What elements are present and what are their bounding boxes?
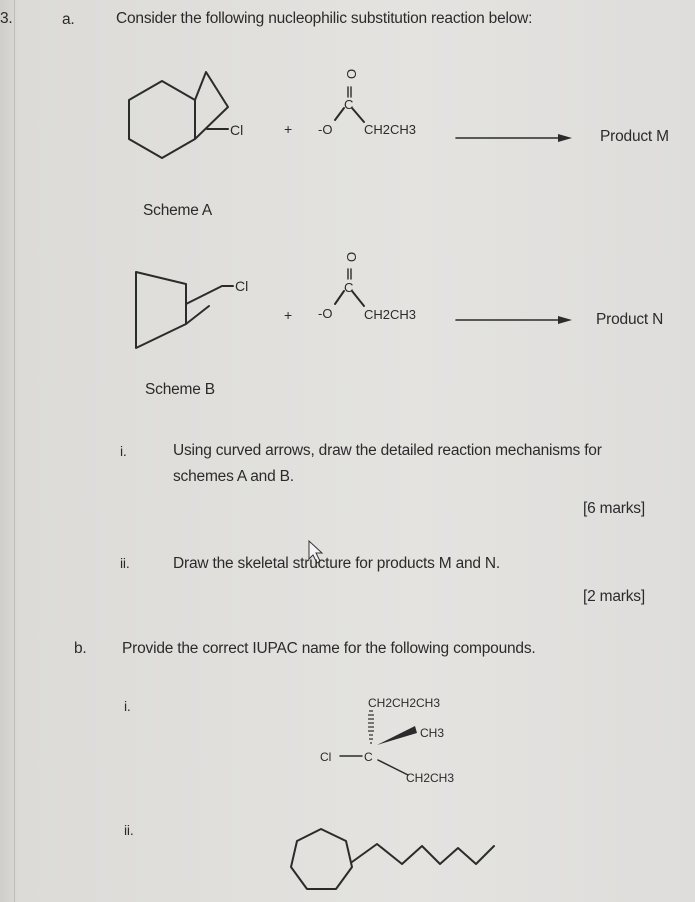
part-a-prompt: Consider the following nucleophilic substitution reaction below: <box>116 10 533 27</box>
cl-label-b: Cl <box>235 278 249 294</box>
carbon-a: C <box>344 97 354 112</box>
sub-ii-label: ii. <box>120 555 130 571</box>
product-n-label: Product N <box>596 311 664 328</box>
cl-bond-b <box>186 286 233 304</box>
cyclohexane-ring <box>129 81 195 158</box>
sub-ii-text-after: for products M and N. <box>351 555 501 572</box>
plus-b: + <box>284 307 293 323</box>
o-minus-a: -O <box>318 122 333 137</box>
sub-ii-text-before: Draw the skeletal <box>173 555 293 572</box>
o-minus-b: -O <box>318 306 333 321</box>
arrow-head-a <box>558 134 572 142</box>
cycloheptane-ring <box>291 829 352 889</box>
part-a-label: a. <box>62 11 75 28</box>
sub-ii-marks: [2 marks] <box>583 588 645 605</box>
scheme-a-caption: Scheme A <box>143 202 213 219</box>
product-m-label: Product M <box>600 128 669 145</box>
stereocenter-label: C <box>364 750 373 764</box>
o-top-a: O <box>344 68 359 79</box>
scheme-b-caption: Scheme B <box>145 381 215 398</box>
o-top-b: O <box>344 251 359 262</box>
hashed-bond <box>368 711 374 743</box>
sub-ii-text <box>173 555 500 573</box>
c-o-bond-a <box>335 108 344 120</box>
sub-i-line2: schemes A and B. <box>173 468 294 485</box>
c-ethyl-bond-a <box>352 108 364 122</box>
carbon-b: C <box>344 280 354 295</box>
c-o-bond-b <box>335 291 344 304</box>
ethyl-a: CH2CH3 <box>364 122 417 137</box>
cl-label-a: Cl <box>230 122 244 138</box>
compound-ii-label: ii. <box>124 822 134 838</box>
arrow-head-b <box>558 316 572 324</box>
c-ethyl-bond <box>378 760 408 775</box>
methyl-label: CH3 <box>420 726 445 740</box>
sub-i-label: i. <box>120 443 127 459</box>
ethyl-label: CH2CH3 <box>406 771 455 785</box>
chloro-label: Cl <box>320 750 332 764</box>
sub-i-marks: [6 marks] <box>583 500 645 517</box>
plus-a: + <box>284 121 293 137</box>
wedge-bond <box>377 726 417 745</box>
compound-i-label: i. <box>124 698 131 714</box>
alkyl-chain <box>352 844 494 864</box>
part-b-label: b. <box>74 640 87 657</box>
cyclopentane-ring <box>136 272 186 348</box>
c-ethyl-bond-b <box>352 291 364 306</box>
methyl-bond-b <box>186 306 209 324</box>
question-number: 3. <box>0 10 13 27</box>
sub-ii-text-obscured: structure <box>292 555 352 572</box>
part-b-prompt: Provide the correct IUPAC name for the following compounds. <box>122 640 536 657</box>
ethyl-b: CH2CH3 <box>364 307 417 322</box>
propyl-label: CH2CH2CH3 <box>368 696 441 710</box>
sub-i-line1: Using curved arrows, draw the detailed reaction mechanisms for <box>173 442 602 459</box>
